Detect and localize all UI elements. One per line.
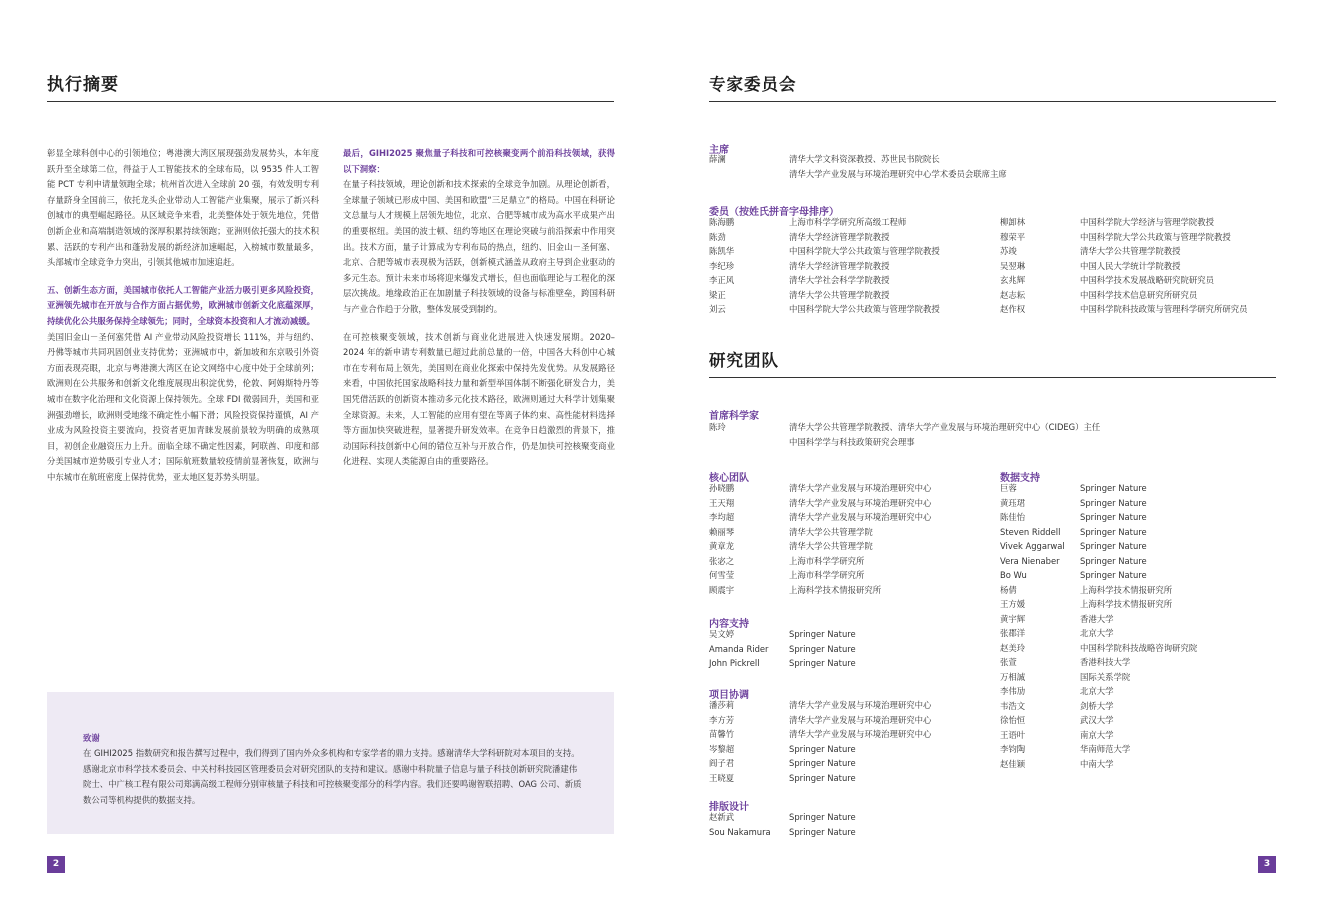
title-rule [709,101,1276,102]
members-list-left [709,215,989,317]
coordination-list [709,698,989,785]
team-row: 赖丽琴 清华大学公共管理学院 [709,526,873,537]
chief-scientist-block [709,420,1189,449]
team-row: Sou Nakamura Springer Nature [709,826,856,837]
member-row: 穆荣平 中国科学院大学公共政策与管理学院教授 [1000,231,1231,242]
team-row: 赵新武 Springer Nature [709,812,856,822]
member-row: 赵作权 中国科学院科技政策与管理科学研究所研究员 [1000,304,1248,314]
member-row: 赵志耘 中国科学技术信息研究所研究员 [1000,289,1198,300]
team-row: 顾震宇 上海科学技术情报研究所 [709,584,882,595]
member-row: 陈劲 清华大学经济管理学院教授 [709,231,890,242]
team-row: 李方芳 清华大学产业发展与环境治理研究中心 [709,714,932,725]
chair-role: 清华大学文科资深教授、苏世民书院院长 [789,154,940,164]
summary-paragraph: 彰显全球科创中心的引领地位；粤港澳大湾区展现强劲发展势头，本年度跃升至全球第二位，得益于人工智能技术的全球布局，以 9535 件人工智能 PCT 专利申请量领跑全球；杭州首次进入全球前 20 强，有效发明专利存量跻身全国前三，依托龙头企业带动人工智能产业集聚，展示了新兴科创城市的典型崛起路径。从区域竞争来看，北美整体处于领先地位，凭借创新企业和高端制造领域的深厚积累持续领跑；亚洲则依托强大的技术积累、活跃的专利产出和蓬勃发展的新经济加速崛起，入榜城市数量最多，头部城市全球竞争力突出，引领其他城市加速追赶。 [47,148,319,268]
team-row: Vera Nienaber Springer Nature [1000,555,1147,566]
member-row: 李正风 清华大学社会科学学院教授 [709,275,890,285]
team-row: 何雪莹 上海市科学学研究所 [709,570,865,580]
member-row: 李纪珍 清华大学经济管理学院教授 [709,260,890,271]
page-number-badge: 2 [47,856,65,873]
layout-design-list [709,810,989,839]
team-row: 赵佳颖 中南大学 [1000,758,1114,769]
team-row: 陈佳怡 Springer Nature [1000,512,1147,522]
chief-scientist-name: 陈玲 [709,422,726,432]
acknowledgement-body: 在 GIHI2025 指数研究和报告撰写过程中，我们得到了国内外众多机构和专家学者的鼎力支持。感谢清华大学科研院对本项目的支持。感谢北京市科学技术委员会、中关村科技园区管理委员会对研究团队的支持和建议。感谢中科院量子信息与量子科技创新研究院潘建伟院士、中广核工程有限公司郑满高级工程师分别审核量子科技和可控核聚变部分的科学内容。我们还要鸣谢智联招聘、OAG 公司、新质数公司等机构提供的数据支持。 [83,748,582,805]
section-heading-innovation-ecosystem: 五、创新生态方面，美国城市依托人工智能产业活力吸引更多风险投资，亚洲领先城市在开放与合作方面占据优势，欧洲城市创新文化底蕴深厚，持续优化公共服务保持全球领先；同时，全球资本投资和人才流动减缓。 [47,284,319,326]
team-row: 王语叶 南京大学 [1000,729,1114,740]
member-row: 刘云 中国科学院大学公共政策与管理学院教授 [709,304,940,314]
summary-column-1 [47,146,319,497]
team-row: 张郡洋 北京大学 [1000,628,1114,638]
team-row: 赵美玲 中国科学院科技战略咨询研究院 [1000,642,1198,653]
summary-column-2 [343,146,615,482]
team-row: 孙晓鹏 清华大学产业发展与环境治理研究中心 [709,483,932,493]
chair-role: 清华大学产业发展与环境治理研究中心学术委员会联席主席 [789,168,1007,179]
layout-design-heading: 排版设计 [709,802,749,813]
team-row: 万相誠 国际关系学院 [1000,671,1131,682]
team-row: 潘莎莉 清华大学产业发展与环境治理研究中心 [709,700,932,710]
team-row: Amanda Rider Springer Nature [709,643,856,654]
right-page [662,0,1323,898]
team-row: John Pickrell Springer Nature [709,658,856,668]
member-row: 玄兆辉 中国科学技术发展战略研究院研究员 [1000,275,1214,285]
team-row: 岑黎超 Springer Nature [709,743,856,754]
section-heading-frontier-tech: 最后，GIHI2025 聚焦量子科技和可控核聚变两个前沿科技领域，获得以下洞察： [343,148,615,174]
team-row: 黄珏珺 Springer Nature [1000,497,1147,508]
summary-paragraph: 美国旧金山－圣何塞凭借 AI 产业带动风险投资增长 111%，并与纽约、丹佛等城市共同巩固创业支持优势；亚洲城市中，新加坡和东京吸引外资方面表现亮眼，北京与粤港澳大湾区在论文网络中心度中处于全球前列；欧洲则在公共服务和创新文化维度展现出积淀优势，伦敦、阿姆斯特丹等城市在数字化治理和文化资源上保持领先。全球 FDI 微弱回升，美国和亚洲强劲增长，欧洲则受地缘不确定性小幅下滑；风险投资保持谨慎，AI 产业成为风险投资主要流向，投资者更加青睐发展前景较为明确的成熟项目，初创企业融资压力上升。面临全球不确定性因素，阿联酋、印度和部分美国城市逆势吸引专业人才；国际航班数量较疫情前显著恢复，欧洲与中东城市在航班密度上保持优势，亚太地区复苏势头明显。 [47,331,319,482]
team-row: 吴文婷 Springer Nature [709,629,856,639]
team-row: 张萱 香港科技大学 [1000,657,1131,667]
team-row: 徐怡恒 武汉大学 [1000,715,1114,725]
team-row: Bo Wu Springer Nature [1000,570,1147,580]
summary-paragraph: 在量子科技领域，理论创新和技术探索的全球竞争加剧。从理论创新看，全球量子领域已形成中国、美国和欧盟“三足鼎立”的格局。中国在科研论文总量与人才规模上居领先地位，北京、合肥等城市成为高水平成果产出的重要枢纽。美国的波士顿、纽约等地区在理论突破与前沿探索中作用突出。技术方面，量子计算成为专利布局的热点，纽约、旧金山－圣何塞、北京、合肥等城市表现极为活跃，创新模式涵盖从政府主导到企业驱动的多元生态。预计未来市场将迎来爆发式增长，但也面临理论与工程化的深层次挑战。地缘政治正在加剧量子科技领域的设备与标准壁垒，跨国科研与产业合作趋于分散，整体发展受到制约。 [343,179,615,314]
chief-scientist-heading: 首席科学家 [709,411,759,422]
member-row: 柳卸林 中国科学院大学经济与管理学院教授 [1000,217,1214,227]
team-row: 阎子君 Springer Nature [709,758,856,768]
member-row: 梁正 清华大学公共管理学院教授 [709,289,890,300]
member-row: 陈海鹏 上海市科学学研究所高级工程师 [709,217,907,227]
acknowledgement-box [47,692,614,834]
acknowledgement-title: 致谢 [83,733,100,743]
core-team-list [709,481,989,597]
data-support-heading: 数据支持 [1000,473,1040,484]
chief-scientist-role: 中国科学学与科技政策研究会理事 [789,436,915,447]
title-rule [709,377,1276,378]
chief-scientist-role: 清华大学公共管理学院教授、清华大学产业发展与环境治理研究中心（CIDEG）主任 [789,422,1101,432]
content-support-list [709,627,989,671]
team-row: 苗馨竹 清华大学产业发展与环境治理研究中心 [709,729,932,739]
chair-name: 薛澜 [709,154,726,164]
team-row: 黄章龙 清华大学公共管理学院 [709,541,873,551]
team-row: 王晓夏 Springer Nature [709,772,856,783]
chair-heading: 主席 [709,145,729,156]
page-title-expert-committee: 专家委员会 [709,75,797,94]
team-row: Steven Riddell Springer Nature [1000,526,1147,537]
team-row: 张宓之 上海市科学学研究所 [709,555,865,566]
data-support-list [1000,481,1280,771]
member-row: 苏竣 清华大学公共管理学院教授 [1000,246,1181,256]
team-row: 李均超 清华大学产业发展与环境治理研究中心 [709,512,932,522]
team-row: Vivek Aggarwal Springer Nature [1000,541,1147,551]
page-title-executive-summary: 执行摘要 [47,75,119,95]
team-row: 李伟劢 北京大学 [1000,686,1114,696]
page-title-research-team: 研究团队 [709,351,779,370]
page-number-badge: 3 [1258,856,1276,873]
team-row: 李钧陶 华南师范大学 [1000,744,1131,754]
members-heading: 委员（按姓氏拼音字母排序） [709,207,839,218]
team-row: 杨倩 上海科学技术情报研究所 [1000,584,1173,595]
core-team-heading: 核心团队 [709,473,749,484]
team-row: 王方媛 上海科学技术情报研究所 [1000,599,1173,609]
team-row: 黄宇辉 香港大学 [1000,613,1114,624]
team-row: 韦浩文 剑桥大学 [1000,700,1114,711]
title-rule [47,101,614,102]
members-list-right [1000,215,1280,317]
coordination-heading: 项目协调 [709,690,749,701]
team-row: 王天翔 清华大学产业发展与环境治理研究中心 [709,497,932,508]
summary-paragraph: 在可控核聚变领域，技术创新与商业化进展进入快速发展期。2020–2024 年的新申请专利数量已超过此前总量的一倍，中国各大科创中心城市在专利布局上领先，美国则在商业化探索中保持先发优势。从发展路径来看，中国依托国家战略科技力量和新型举国体制不断强化研发合力，美国凭借活跃的创新资本推动多元化技术路径，欧洲则通过大科学计划集聚全球资源。未来，人工智能的应用有望在等离子体约束、高性能材料选择等方面加快突破进程，显著提升研发效率。在竞争日趋激烈的背景下，推动国际科技创新中心间的错位互补与开放合作，仍是加快可控核聚变商业化进程、实现人类能源自由的重要路径。 [343,331,615,467]
member-row: 陈凯华 中国科学院大学公共政策与管理学院教授 [709,246,940,256]
content-support-heading: 内容支持 [709,619,749,630]
member-row: 吴翌琳 中国人民大学统计学院教授 [1000,260,1181,271]
team-row: 巨蓉 Springer Nature [1000,483,1147,493]
chair-block [709,152,1009,181]
